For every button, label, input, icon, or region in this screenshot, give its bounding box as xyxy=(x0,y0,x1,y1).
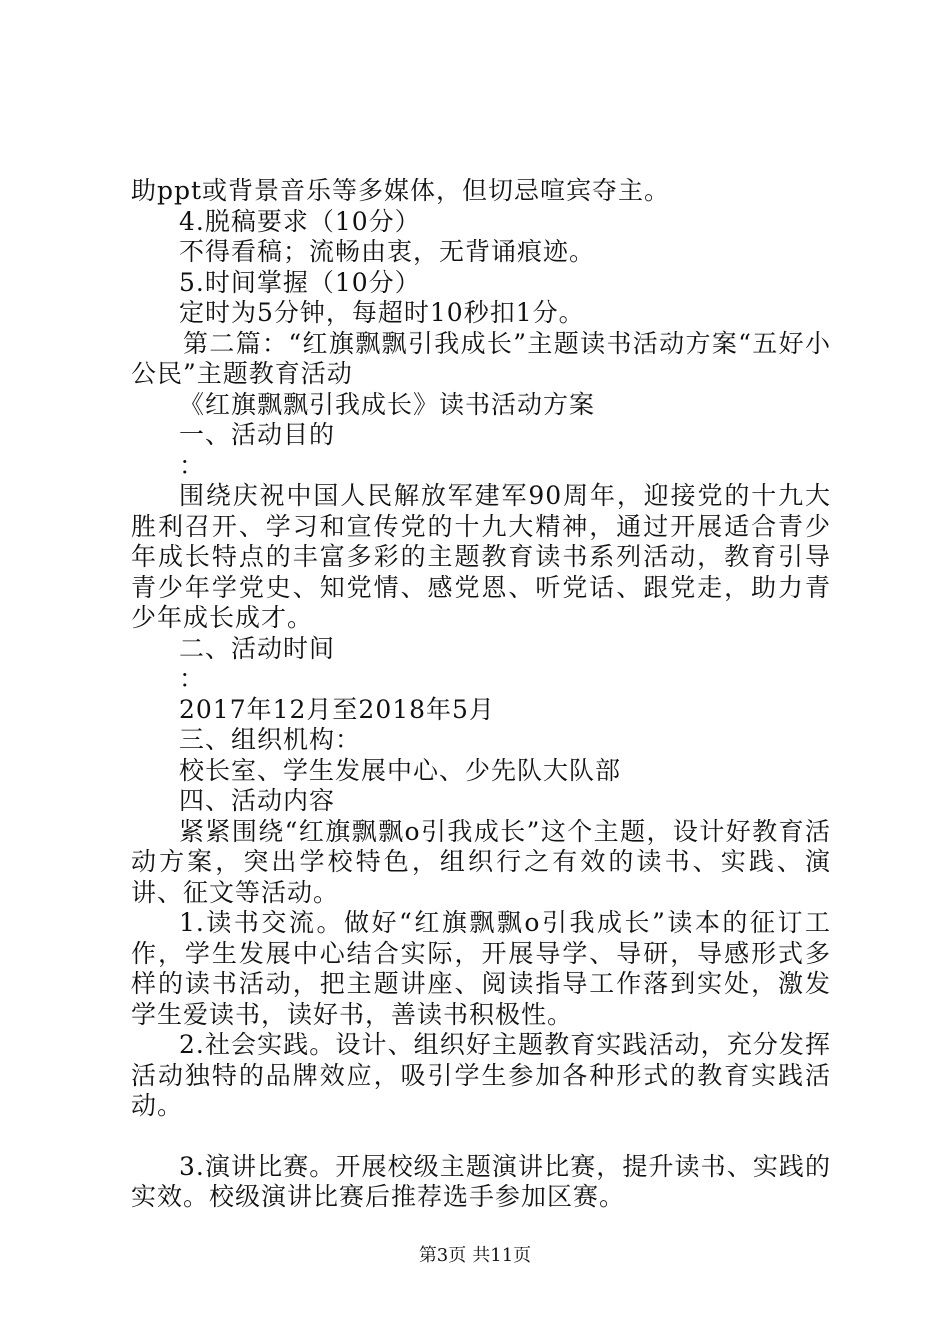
paragraph: 1.读书交流。做好“红旗飘飘o引我成长”读本的征订工作，学生发展中心结合实际，开展导学、导研，导感形式多样的读书活动，把主题讲座、阅读指导工作落到实处，激发学生爱读书，读好书，善读书积极性。 xyxy=(131,908,831,1029)
colon-line: ： xyxy=(179,450,206,480)
article-title: 第二篇：“红旗飘飘引我成长”主题读书活动方案“五好小公民”主题教育活动 xyxy=(131,328,831,388)
plan-title: 《红旗飘飘引我成长》读书活动方案 xyxy=(179,389,596,419)
document-body xyxy=(131,176,831,1213)
paragraph-line: 不得看稿；流畅由衷，无背诵痕迹。 xyxy=(179,237,596,266)
paragraph: 3.演讲比赛。开展校级主题演讲比赛，提升读书、实践的实效。校级演讲比赛后推荐选手参加区赛。 xyxy=(131,1151,831,1211)
section-heading: 二、活动时间 xyxy=(179,633,336,663)
colon-line: ： xyxy=(179,664,206,693)
page-total: 共11页 xyxy=(472,1245,532,1266)
scoring-item-heading: 4.脱稿要求（10分） xyxy=(179,206,421,236)
section-heading: 三、组织机构： xyxy=(179,725,362,754)
scoring-item-heading: 5.时间掌握（10分） xyxy=(179,267,421,297)
section-heading: 四、活动内容 xyxy=(179,786,336,815)
paragraph-line: 校长室、学生发展中心、少先队大队部 xyxy=(179,755,622,785)
paragraph: 2.社会实践。设计、组织好主题教育实践活动，充分发挥活动独特的品牌效应，吸引学生参加各种形式的教育实践活动。 xyxy=(131,1030,831,1120)
section-heading: 一、活动目的 xyxy=(179,420,336,449)
paragraph-line: 定时为5分钟，每超时10秒扣1分。 xyxy=(179,298,585,327)
paragraph: 围绕庆祝中国人民解放军建军90周年，迎接党的十九大胜利召开、学习和宣传党的十九大精神，通过开展适合青少年成长特点的丰富多彩的主题教育读书系列活动，教育引导青少年学党史、知党情、感党恩、听党话、跟党走，助力青少年成长成才。 xyxy=(131,481,831,632)
page-number: 第3页 xyxy=(418,1245,467,1266)
page-footer xyxy=(0,1245,950,1267)
blank-line xyxy=(131,1122,831,1152)
paragraph: 紧紧围绕“红旗飘飘o引我成长”这个主题，设计好教育活动方案，突出学校特色，组织行之有效的读书、实践、演讲、征文等活动。 xyxy=(131,816,831,907)
paragraph-line: 助ppt或背景音乐等多媒体，但切忌喧宾夺主。 xyxy=(131,176,671,205)
date-range: 2017年12月至2018年5月 xyxy=(179,694,495,724)
